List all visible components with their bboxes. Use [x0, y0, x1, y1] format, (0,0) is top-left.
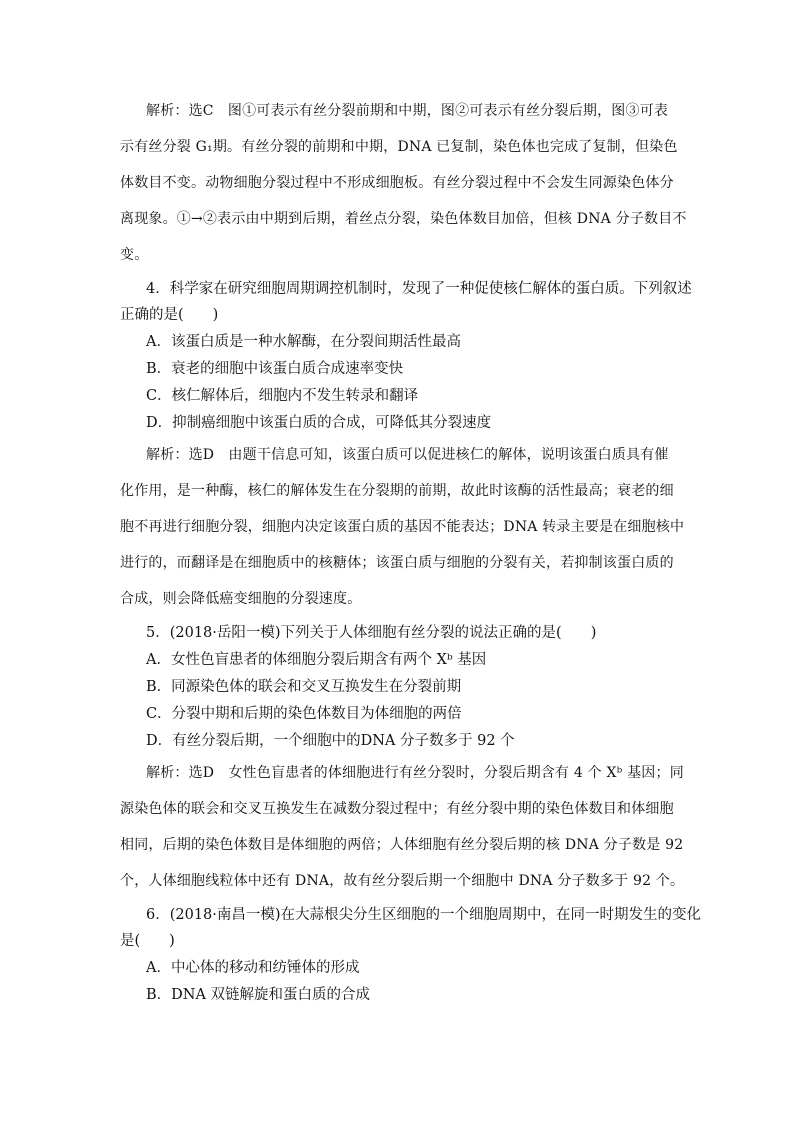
analysis-3-line-1: 解析：选C 图①可表示有丝分裂前期和中期，图②可表示有丝分裂后期，图③可表	[146, 103, 669, 119]
question-6-option-b: B．DNA 双链解旋和蛋白质的合成	[146, 987, 371, 1003]
analysis-3-line-5: 变。	[120, 247, 149, 263]
question-4-line-2: 正确的是( )	[120, 307, 219, 323]
question-4-line-1: 4．科学家在研究细胞周期调控机制时，发现了一种促使核仁解体的蛋白质。下列叙述	[146, 281, 692, 297]
question-5-option-d: D．有丝分裂后期，一个细胞中的DNA 分子数多于 92 个	[146, 733, 515, 749]
analysis-3-line-4: 离现象。①→②表示由中期到后期，着丝点分裂，染色体数目加倍，但核 DNA 分子数目不	[120, 211, 687, 227]
question-5-option-c: C．分裂中期和后期的染色体数目为体细胞的两倍	[146, 706, 462, 722]
question-6-line-2: 是( )	[120, 933, 175, 949]
question-5-line-1: 5．(2018·岳阳一模)下列关于人体细胞有丝分裂的说法正确的是( )	[146, 625, 597, 641]
question-5-option-a: A．女性色盲患者的体细胞分裂后期含有两个 Xᵇ 基因	[146, 652, 487, 668]
question-4-option-c: C．核仁解体后，细胞内不发生转录和翻译	[146, 388, 419, 404]
question-6-option-a: A．中心体的移动和纺锤体的形成	[146, 960, 360, 976]
analysis-5-line-2: 源染色体的联会和交叉互换发生在减数分裂过程中；有丝分裂中期的染色体数目和体细胞	[120, 801, 674, 817]
question-4-option-a: A．该蛋白质是一种水解酶，在分裂间期活性最高	[146, 334, 461, 350]
analysis-4-line-5: 合成，则会降低癌变细胞的分裂速度。	[120, 591, 362, 607]
question-5-option-b: B．同源染色体的联会和交叉互换发生在分裂前期	[146, 679, 462, 695]
analysis-5-line-4: 个，人体细胞线粒体中还有 DNA，故有丝分裂后期一个细胞中 DNA 分子数多于 92 个。	[120, 873, 685, 889]
analysis-4-line-1: 解析：选D 由题干信息可知，该蛋白质可以促进核仁的解体，说明该蛋白质具有催	[146, 447, 669, 463]
analysis-3-line-2: 示有丝分裂 G₁期。有丝分裂的前期和中期，DNA 已复制，染色体也完成了复制，但染色	[120, 139, 678, 155]
analysis-5-line-1: 解析：选D 女性色盲患者的体细胞进行有丝分裂时，分裂后期含有 4 个 Xᵇ 基因；同	[146, 765, 684, 781]
question-4-option-b: B．衰老的细胞中该蛋白质合成速率变快	[146, 361, 404, 377]
question-4-option-d: D．抑制癌细胞中该蛋白质的合成，可降低其分裂速度	[146, 415, 492, 431]
analysis-5-line-3: 相同，后期的染色体数目是体细胞的两倍；人体细胞有丝分裂后期的核 DNA 分子数是 92	[120, 837, 684, 853]
question-6-line-1: 6．(2018·南昌一模)在大蒜根尖分生区细胞的一个细胞周期中，在同一时期发生的变化	[146, 907, 702, 923]
analysis-4-line-4: 进行的，而翻译是在细胞质中的核糖体；该蛋白质与细胞的分裂有关，若抑制该蛋白质的	[120, 555, 674, 571]
analysis-4-line-2: 化作用，是一种酶，核仁的解体发生在分裂期的前期，故此时该酶的活性最高；衰老的细	[120, 483, 674, 499]
analysis-3-line-3: 体数目不变。动物细胞分裂过程中不形成细胞板。有丝分裂过程中不会发生同源染色体分	[120, 175, 674, 191]
analysis-4-line-3: 胞不再进行细胞分裂，细胞内决定该蛋白质的基因不能表达；DNA 转录主要是在细胞核中	[120, 519, 685, 535]
